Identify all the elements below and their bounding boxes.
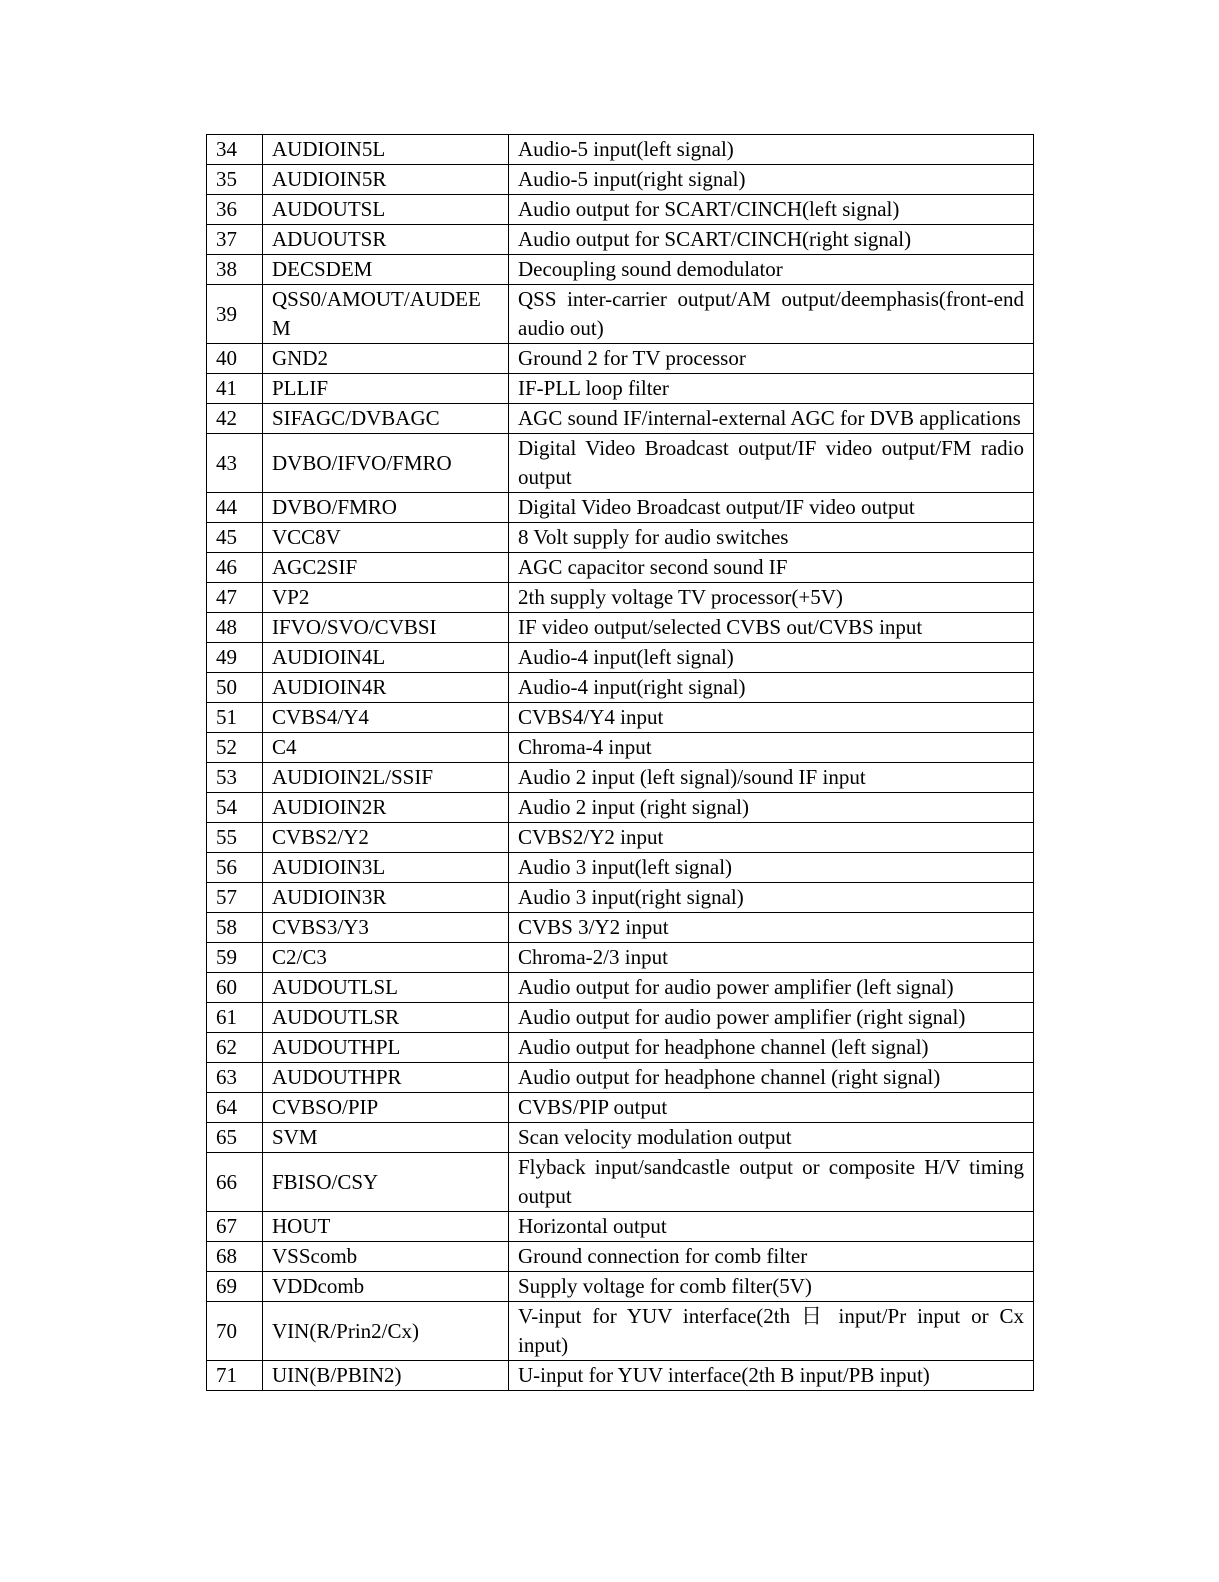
table-row xyxy=(207,1033,1034,1063)
pin-name-cell: AUDOUTLSL xyxy=(263,973,509,1003)
pin-description-cell: Audio 2 input (right signal) xyxy=(509,793,1034,823)
pin-number-cell: 45 xyxy=(207,523,263,553)
pin-description-cell: Audio-4 input(left signal) xyxy=(509,643,1034,673)
table-row xyxy=(207,1153,1034,1212)
pin-number-cell: 46 xyxy=(207,553,263,583)
pin-description-cell: Ground connection for comb filter xyxy=(509,1242,1034,1272)
pin-name-cell: CVBS4/Y4 xyxy=(263,703,509,733)
pin-number-cell: 59 xyxy=(207,943,263,973)
pin-description-cell: Audio-5 input(left signal) xyxy=(509,135,1034,165)
pin-name-cell: ADUOUTSR xyxy=(263,225,509,255)
pin-description-cell: Audio output for SCART/CINCH(left signal) xyxy=(509,195,1034,225)
pin-name-cell: AUDIOIN5L xyxy=(263,135,509,165)
table-row xyxy=(207,434,1034,493)
pin-description-cell: Scan velocity modulation output xyxy=(509,1123,1034,1153)
pin-number-cell: 67 xyxy=(207,1212,263,1242)
pin-description-cell: CVBS4/Y4 input xyxy=(509,703,1034,733)
table-row xyxy=(207,1242,1034,1272)
table-row xyxy=(207,853,1034,883)
pin-description-cell: QSS inter-carrier output/AM output/deemphasis(front-end audio out) xyxy=(509,285,1034,344)
pin-number-cell: 58 xyxy=(207,913,263,943)
pin-number-cell: 63 xyxy=(207,1063,263,1093)
pin-number-cell: 41 xyxy=(207,374,263,404)
table-row xyxy=(207,883,1034,913)
table-row xyxy=(207,1003,1034,1033)
pin-number-cell: 40 xyxy=(207,344,263,374)
table-row xyxy=(207,374,1034,404)
pin-description-cell: CVBS/PIP output xyxy=(509,1093,1034,1123)
pin-description-cell: Ground 2 for TV processor xyxy=(509,344,1034,374)
pin-name-cell: VSScomb xyxy=(263,1242,509,1272)
pin-description-cell: Audio output for headphone channel (left signal) xyxy=(509,1033,1034,1063)
pin-name-cell: AUDIOIN4R xyxy=(263,673,509,703)
pin-description-cell: Chroma-4 input xyxy=(509,733,1034,763)
pin-number-cell: 36 xyxy=(207,195,263,225)
pin-name-cell: IFVO/SVO/CVBSI xyxy=(263,613,509,643)
pin-number-cell: 48 xyxy=(207,613,263,643)
table-row xyxy=(207,943,1034,973)
table-row xyxy=(207,523,1034,553)
pin-number-cell: 49 xyxy=(207,643,263,673)
pin-description-cell: Decoupling sound demodulator xyxy=(509,255,1034,285)
table-row xyxy=(207,404,1034,434)
table-row xyxy=(207,493,1034,523)
table-row xyxy=(207,613,1034,643)
table-row xyxy=(207,344,1034,374)
pin-description-cell: AGC sound IF/internal-external AGC for DVB applications xyxy=(509,404,1034,434)
pin-number-cell: 60 xyxy=(207,973,263,1003)
pin-description-cell: CVBS 3/Y2 input xyxy=(509,913,1034,943)
pin-name-cell: AUDOUTSL xyxy=(263,195,509,225)
pin-description-cell: Audio-5 input(right signal) xyxy=(509,165,1034,195)
table-row xyxy=(207,1272,1034,1302)
pin-description-cell: Audio output for headphone channel (right signal) xyxy=(509,1063,1034,1093)
pin-description-cell: Chroma-2/3 input xyxy=(509,943,1034,973)
pin-name-cell: VIN(R/Prin2/Cx) xyxy=(263,1302,509,1361)
pin-description-cell: CVBS2/Y2 input xyxy=(509,823,1034,853)
pin-name-cell: AUDOUTHPL xyxy=(263,1033,509,1063)
pin-name-cell: SVM xyxy=(263,1123,509,1153)
pin-table-body xyxy=(207,135,1034,1391)
pin-description-cell: Flyback input/sandcastle output or composite H/V timing output xyxy=(509,1153,1034,1212)
pin-name-cell: GND2 xyxy=(263,344,509,374)
table-row xyxy=(207,673,1034,703)
pin-number-cell: 56 xyxy=(207,853,263,883)
pin-number-cell: 68 xyxy=(207,1242,263,1272)
pin-name-cell: FBISO/CSY xyxy=(263,1153,509,1212)
pin-number-cell: 43 xyxy=(207,434,263,493)
pin-name-cell: SIFAGC/DVBAGC xyxy=(263,404,509,434)
pin-description-cell: 8 Volt supply for audio switches xyxy=(509,523,1034,553)
table-row xyxy=(207,1302,1034,1361)
pin-name-cell: AUDIOIN3L xyxy=(263,853,509,883)
table-row xyxy=(207,823,1034,853)
pin-description-cell: Supply voltage for comb filter(5V) xyxy=(509,1272,1034,1302)
table-row xyxy=(207,553,1034,583)
pin-name-cell: UIN(B/PBIN2) xyxy=(263,1361,509,1391)
table-row xyxy=(207,703,1034,733)
pin-name-cell: VCC8V xyxy=(263,523,509,553)
pin-name-cell: AUDIOIN5R xyxy=(263,165,509,195)
pin-number-cell: 52 xyxy=(207,733,263,763)
pin-number-cell: 64 xyxy=(207,1093,263,1123)
pin-name-cell: C4 xyxy=(263,733,509,763)
table-row xyxy=(207,1093,1034,1123)
pin-name-cell: CVBS3/Y3 xyxy=(263,913,509,943)
pin-name-cell: HOUT xyxy=(263,1212,509,1242)
pin-number-cell: 55 xyxy=(207,823,263,853)
pin-number-cell: 50 xyxy=(207,673,263,703)
pin-number-cell: 54 xyxy=(207,793,263,823)
table-row xyxy=(207,135,1034,165)
pin-description-cell: Audio 2 input (left signal)/sound IF input xyxy=(509,763,1034,793)
table-row xyxy=(207,973,1034,1003)
pin-name-cell: VP2 xyxy=(263,583,509,613)
table-row xyxy=(207,195,1034,225)
pin-number-cell: 42 xyxy=(207,404,263,434)
table-row xyxy=(207,165,1034,195)
pin-description-cell: IF video output/selected CVBS out/CVBS input xyxy=(509,613,1034,643)
pin-number-cell: 35 xyxy=(207,165,263,195)
pin-description-cell: 2th supply voltage TV processor(+5V) xyxy=(509,583,1034,613)
pin-name-cell: AUDOUTLSR xyxy=(263,1003,509,1033)
pin-name-cell: DECSDEM xyxy=(263,255,509,285)
table-row xyxy=(207,793,1034,823)
table-row xyxy=(207,285,1034,344)
pin-name-cell: AUDIOIN2L/SSIF xyxy=(263,763,509,793)
pin-description-cell: U-input for YUV interface(2th B input/PB input) xyxy=(509,1361,1034,1391)
pin-description-cell: Audio 3 input(right signal) xyxy=(509,883,1034,913)
pin-number-cell: 62 xyxy=(207,1033,263,1063)
pin-description-cell: Audio output for audio power amplifier (left signal) xyxy=(509,973,1034,1003)
pin-number-cell: 65 xyxy=(207,1123,263,1153)
pin-number-cell: 38 xyxy=(207,255,263,285)
pin-number-cell: 34 xyxy=(207,135,263,165)
pin-number-cell: 47 xyxy=(207,583,263,613)
pin-number-cell: 70 xyxy=(207,1302,263,1361)
pin-name-cell: AUDIOIN4L xyxy=(263,643,509,673)
table-row xyxy=(207,913,1034,943)
pin-description-cell: V-input for YUV interface(2th 日 input/Pr input or Cx input) xyxy=(509,1302,1034,1361)
pin-name-cell: QSS0/AMOUT/AUDEEM xyxy=(263,285,509,344)
pin-name-cell: CVBS2/Y2 xyxy=(263,823,509,853)
pin-name-cell: AUDIOIN2R xyxy=(263,793,509,823)
table-row xyxy=(207,1361,1034,1391)
pin-number-cell: 66 xyxy=(207,1153,263,1212)
pin-number-cell: 71 xyxy=(207,1361,263,1391)
pin-number-cell: 61 xyxy=(207,1003,263,1033)
pin-number-cell: 69 xyxy=(207,1272,263,1302)
table-row xyxy=(207,225,1034,255)
pin-description-cell: Audio 3 input(left signal) xyxy=(509,853,1034,883)
pin-name-cell: AUDIOIN3R xyxy=(263,883,509,913)
pin-name-cell: AGC2SIF xyxy=(263,553,509,583)
pin-description-cell: Audio output for SCART/CINCH(right signal) xyxy=(509,225,1034,255)
pin-description-cell: IF-PLL loop filter xyxy=(509,374,1034,404)
pin-description-cell: Digital Video Broadcast output/IF video output/FM radio output xyxy=(509,434,1034,493)
pin-number-cell: 53 xyxy=(207,763,263,793)
table-row xyxy=(207,1123,1034,1153)
pin-number-cell: 39 xyxy=(207,285,263,344)
table-row xyxy=(207,1212,1034,1242)
pin-number-cell: 51 xyxy=(207,703,263,733)
pin-name-cell: CVBSO/PIP xyxy=(263,1093,509,1123)
pin-description-cell: Audio-4 input(right signal) xyxy=(509,673,1034,703)
pin-name-cell: PLLIF xyxy=(263,374,509,404)
pin-number-cell: 57 xyxy=(207,883,263,913)
table-row xyxy=(207,733,1034,763)
table-row xyxy=(207,1063,1034,1093)
table-row xyxy=(207,763,1034,793)
pin-description-cell: Digital Video Broadcast output/IF video output xyxy=(509,493,1034,523)
table-row xyxy=(207,583,1034,613)
pin-name-cell: DVBO/IFVO/FMRO xyxy=(263,434,509,493)
pin-description-cell: AGC capacitor second sound IF xyxy=(509,553,1034,583)
pin-description-table xyxy=(206,134,1034,1391)
pin-description-cell: Audio output for audio power amplifier (right signal) xyxy=(509,1003,1034,1033)
pin-name-cell: C2/C3 xyxy=(263,943,509,973)
pin-name-cell: VDDcomb xyxy=(263,1272,509,1302)
table-row xyxy=(207,643,1034,673)
pin-number-cell: 44 xyxy=(207,493,263,523)
pin-number-cell: 37 xyxy=(207,225,263,255)
pin-name-cell: AUDOUTHPR xyxy=(263,1063,509,1093)
table-row xyxy=(207,255,1034,285)
pin-name-cell: DVBO/FMRO xyxy=(263,493,509,523)
pin-description-cell: Horizontal output xyxy=(509,1212,1034,1242)
